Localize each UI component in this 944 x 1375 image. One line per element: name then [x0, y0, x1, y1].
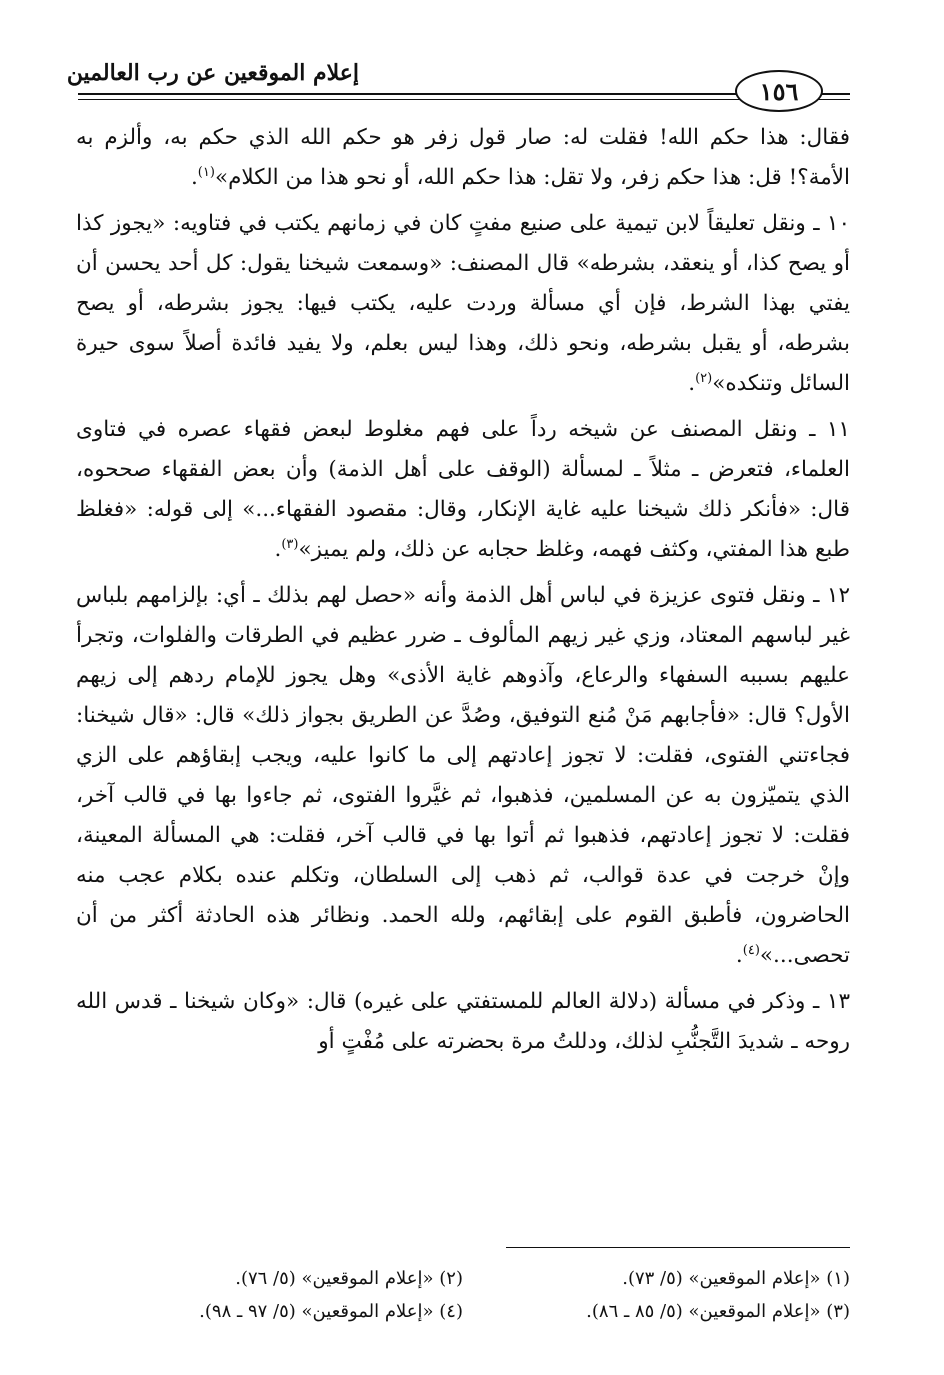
header-rule — [78, 93, 850, 95]
paragraph-text: ونقل تعليقاً لابن تيمية على صنيع مفتٍ كان في زمانهم يكتب في فتاويه: «يجوز كذا أو يصح كذا، أو ينعقد، بشرطه» قال المصنف: «وسمعت شيخنا يقول: كل أحد يحسن أن يفتي بهذا الشرط، فإن أي مسألة وردت عليه، يكتب فيها: يجوز بشرطه، أو يصح بشرطه، أو يقبل بشرطه، ونحو ذلك، وهذا ليس بعلم، ولا يفيد فائدة أصلاً سوى حيرة السائل وتنكده» — [76, 211, 850, 396]
footnote-text: «إعلام الموقعين» (٥/ ٧٣). — [622, 1268, 821, 1289]
footnote-text: «إعلام الموقعين» (٥/ ٧٦). — [235, 1268, 434, 1289]
page-number-text: ١٥٦ — [759, 76, 799, 106]
header-rule-thin — [78, 99, 850, 100]
footnote-number: (٣) — [826, 1301, 850, 1322]
footnote-ref: (٣) — [281, 536, 299, 552]
page-header — [0, 0, 944, 110]
footnote — [463, 1295, 850, 1328]
footnote — [76, 1262, 463, 1295]
paragraph-text: فقال: هذا حكم الله! فقلت له: صار قول زفر هو حكم الله الذي حكم به، وألزم به الأمة؟! قل: هذا حكم زفر، ولا تقل: هذا حكم الله، أو نحو هذا من الكلام» — [76, 125, 850, 190]
footnote-number: (٤) — [439, 1301, 463, 1322]
footnote-ref: (٢) — [695, 370, 713, 386]
footnote-separator — [506, 1247, 850, 1248]
footnote-number: (٢) — [439, 1268, 463, 1289]
footnote-text: «إعلام الموقعين» (٥/ ٨٥ ـ ٨٦). — [586, 1301, 821, 1322]
footnote — [76, 1295, 463, 1328]
paragraph: ١٠ ـ ونقل تعليقاً لابن تيمية على صنيع مفتٍ كان في زمانهم يكتب في فتاويه: «يجوز كذا أو يصح كذا، أو ينعقد، بشرطه» قال المصنف: «وسمعت شيخنا يقول: كل أحد يحسن أن يفتي بهذا الشرط، فإن أي مسألة وردت عليه، يكتب فيها: يجوز بشرطه، أو يصح بشرطه، أو يقبل بشرطه، ونحو ذلك، وهذا ليس بعلم، ولا يفيد فائدة أصلاً سوى حيرة السائل وتنكده»$^{(٢)}$. — [76, 211, 851, 396]
paragraph: فقال: هذا حكم الله! فقلت له: صار قول زفر هو حكم الله الذي حكم به، وألزم به الأمة؟! قل: هذا حكم زفر، ولا تقل: هذا حكم الله، أو نحو هذا من الكلام»$^{(١)}$. — [76, 125, 850, 190]
footnotes — [76, 1262, 850, 1328]
paragraph-text: ونقل فتوى عزيزة في لباس أهل الذمة وأنه «حصل لهم بذلك ـ أي: بإلزامهم بلباس غير لباسهم المعتاد، وزي غير زيهم المألوف ـ ضرر عظيم في الطرقات والفلوات، وتجرأ عليهم بسببه السفهاء والرعاع، وآذوهم غاية الأذى» وهل يجوز للإمام ردهم إلى زيهم الأول؟ قال: «فأجابهم مَنْ مُنع التوفيق، وصُدَّ عن الطريق بجواز ذلك» قال: «قال شيخنا: فجاءتني الفتوى، فقلت: لا تجوز إعادتهم إلى ما كانوا عليه، ويجب إبقاؤهم على الزي الذي يتميّزون به عن المسلمين، فذهبوا، ثم غيَّروا الفتوى، ثم جاءوا بها في قالب آخر، فقلت: لا تجوز إعادتهم، فذهبوا ثم أتوا بها في قالب آخر، فقلت: هي المسألة المعينة، وإنْ خرجت في عدة قوالب، ثم ذهب إلى السلطان، وتكلم عنده بكلام عجب منه الحاضرون، فأطبق القوم على إبقائهم، ولله الحمد. ونظائر هذه الحادثة أكثر من أن تحصى...» — [76, 583, 850, 968]
footnote-number: (١) — [826, 1268, 850, 1289]
paragraph: ١١ ـ ونقل المصنف عن شيخه رداً على فهم مغلوط لبعض فقهاء عصره في فتاوى العلماء، فتعرض ـ مثلاً ـ لمسألة (الوقف على أهل الذمة) وأن بعض الفقهاء صححوه، قال: «فأنكر ذلك شيخنا عليه غاية الإنكار، وقال: مقصود الفقهاء...» إلى قوله: «فغلظ طبع هذا المفتي، وكثف فهمه، وغلظ حجابه عن ذلك، ولم يميز»$^{(٣)}$. — [76, 417, 850, 562]
running-title: إعلام الموقعين عن رب العالمين — [66, 60, 359, 86]
paragraph-number: ١٠ ـ — [813, 211, 851, 236]
footnote-ref: (١) — [197, 164, 215, 180]
footnote-ref: (٤) — [742, 942, 760, 958]
paragraph-number: ١٢ ـ — [813, 583, 850, 608]
footnote-row — [76, 1262, 850, 1295]
paragraph-text: وذكر في مسألة (دلالة العالم للمستفتي على غيره) قال: «وكان شيخنا ـ قدس الله روحه ـ شديدَ التَّجنُّبِ لذلك، ودللتُ مرة بحضرته على مُفْتٍ أو — [76, 989, 850, 1054]
body-text — [76, 118, 850, 1068]
footnote-text: «إعلام الموقعين» (٥/ ٩٧ ـ ٩٨). — [199, 1301, 434, 1322]
paragraph-number: ١٣ ـ — [813, 989, 850, 1014]
footnote-row — [76, 1295, 850, 1328]
paragraph: ١٢ ـ ونقل فتوى عزيزة في لباس أهل الذمة وأنه «حصل لهم بذلك ـ أي: بإلزامهم بلباس غير لباسهم المعتاد، وزي غير زيهم المألوف ـ ضرر عظيم في الطرقات والفلوات، وتجرأ عليهم بسببه السفهاء والرعاع، وآذوهم غاية الأذى» وهل يجوز للإمام ردهم إلى زيهم الأول؟ قال: «فأجابهم مَنْ مُنع التوفيق، وصُدَّ عن الطريق بجواز ذلك» قال: «قال شيخنا: فجاءتني الفتوى، فقلت: لا تجوز إعادتهم إلى ما كانوا عليه، ويجب إبقاؤهم على الزي الذي يتميّزون به عن المسلمين، فذهبوا، ثم غيَّروا الفتوى، ثم جاءوا بها في قالب آخر، فقلت: لا تجوز إعادتهم، فذهبوا ثم أتوا بها في قالب آخر، فقلت: هي المسألة المعينة، وإنْ خرجت في عدة قوالب، ثم ذهب إلى السلطان، وتكلم عنده بكلام عجب منه الحاضرون، فأطبق القوم على إبقائهم، ولله الحمد. ونظائر هذه الحادثة أكثر من أن تحصى...»$^{(٤)}$. — [76, 583, 850, 968]
paragraph-text: ونقل المصنف عن شيخه رداً على فهم مغلوط لبعض فقهاء عصره في فتاوى العلماء، فتعرض ـ مثلاً ـ لمسألة (الوقف على أهل الذمة) وأن بعض الفقهاء صححوه، قال: «فأنكر ذلك شيخنا عليه غاية الإنكار، وقال: مقصود الفقهاء...» إلى قوله: «فغلظ طبع هذا المفتي، وكثف فهمه، وغلظ حجابه عن ذلك، ولم يميز» — [76, 417, 850, 562]
paragraph — [76, 982, 850, 1062]
paragraph-number: ١١ ـ — [809, 417, 850, 442]
footnote — [463, 1262, 850, 1295]
page-number — [735, 70, 823, 112]
